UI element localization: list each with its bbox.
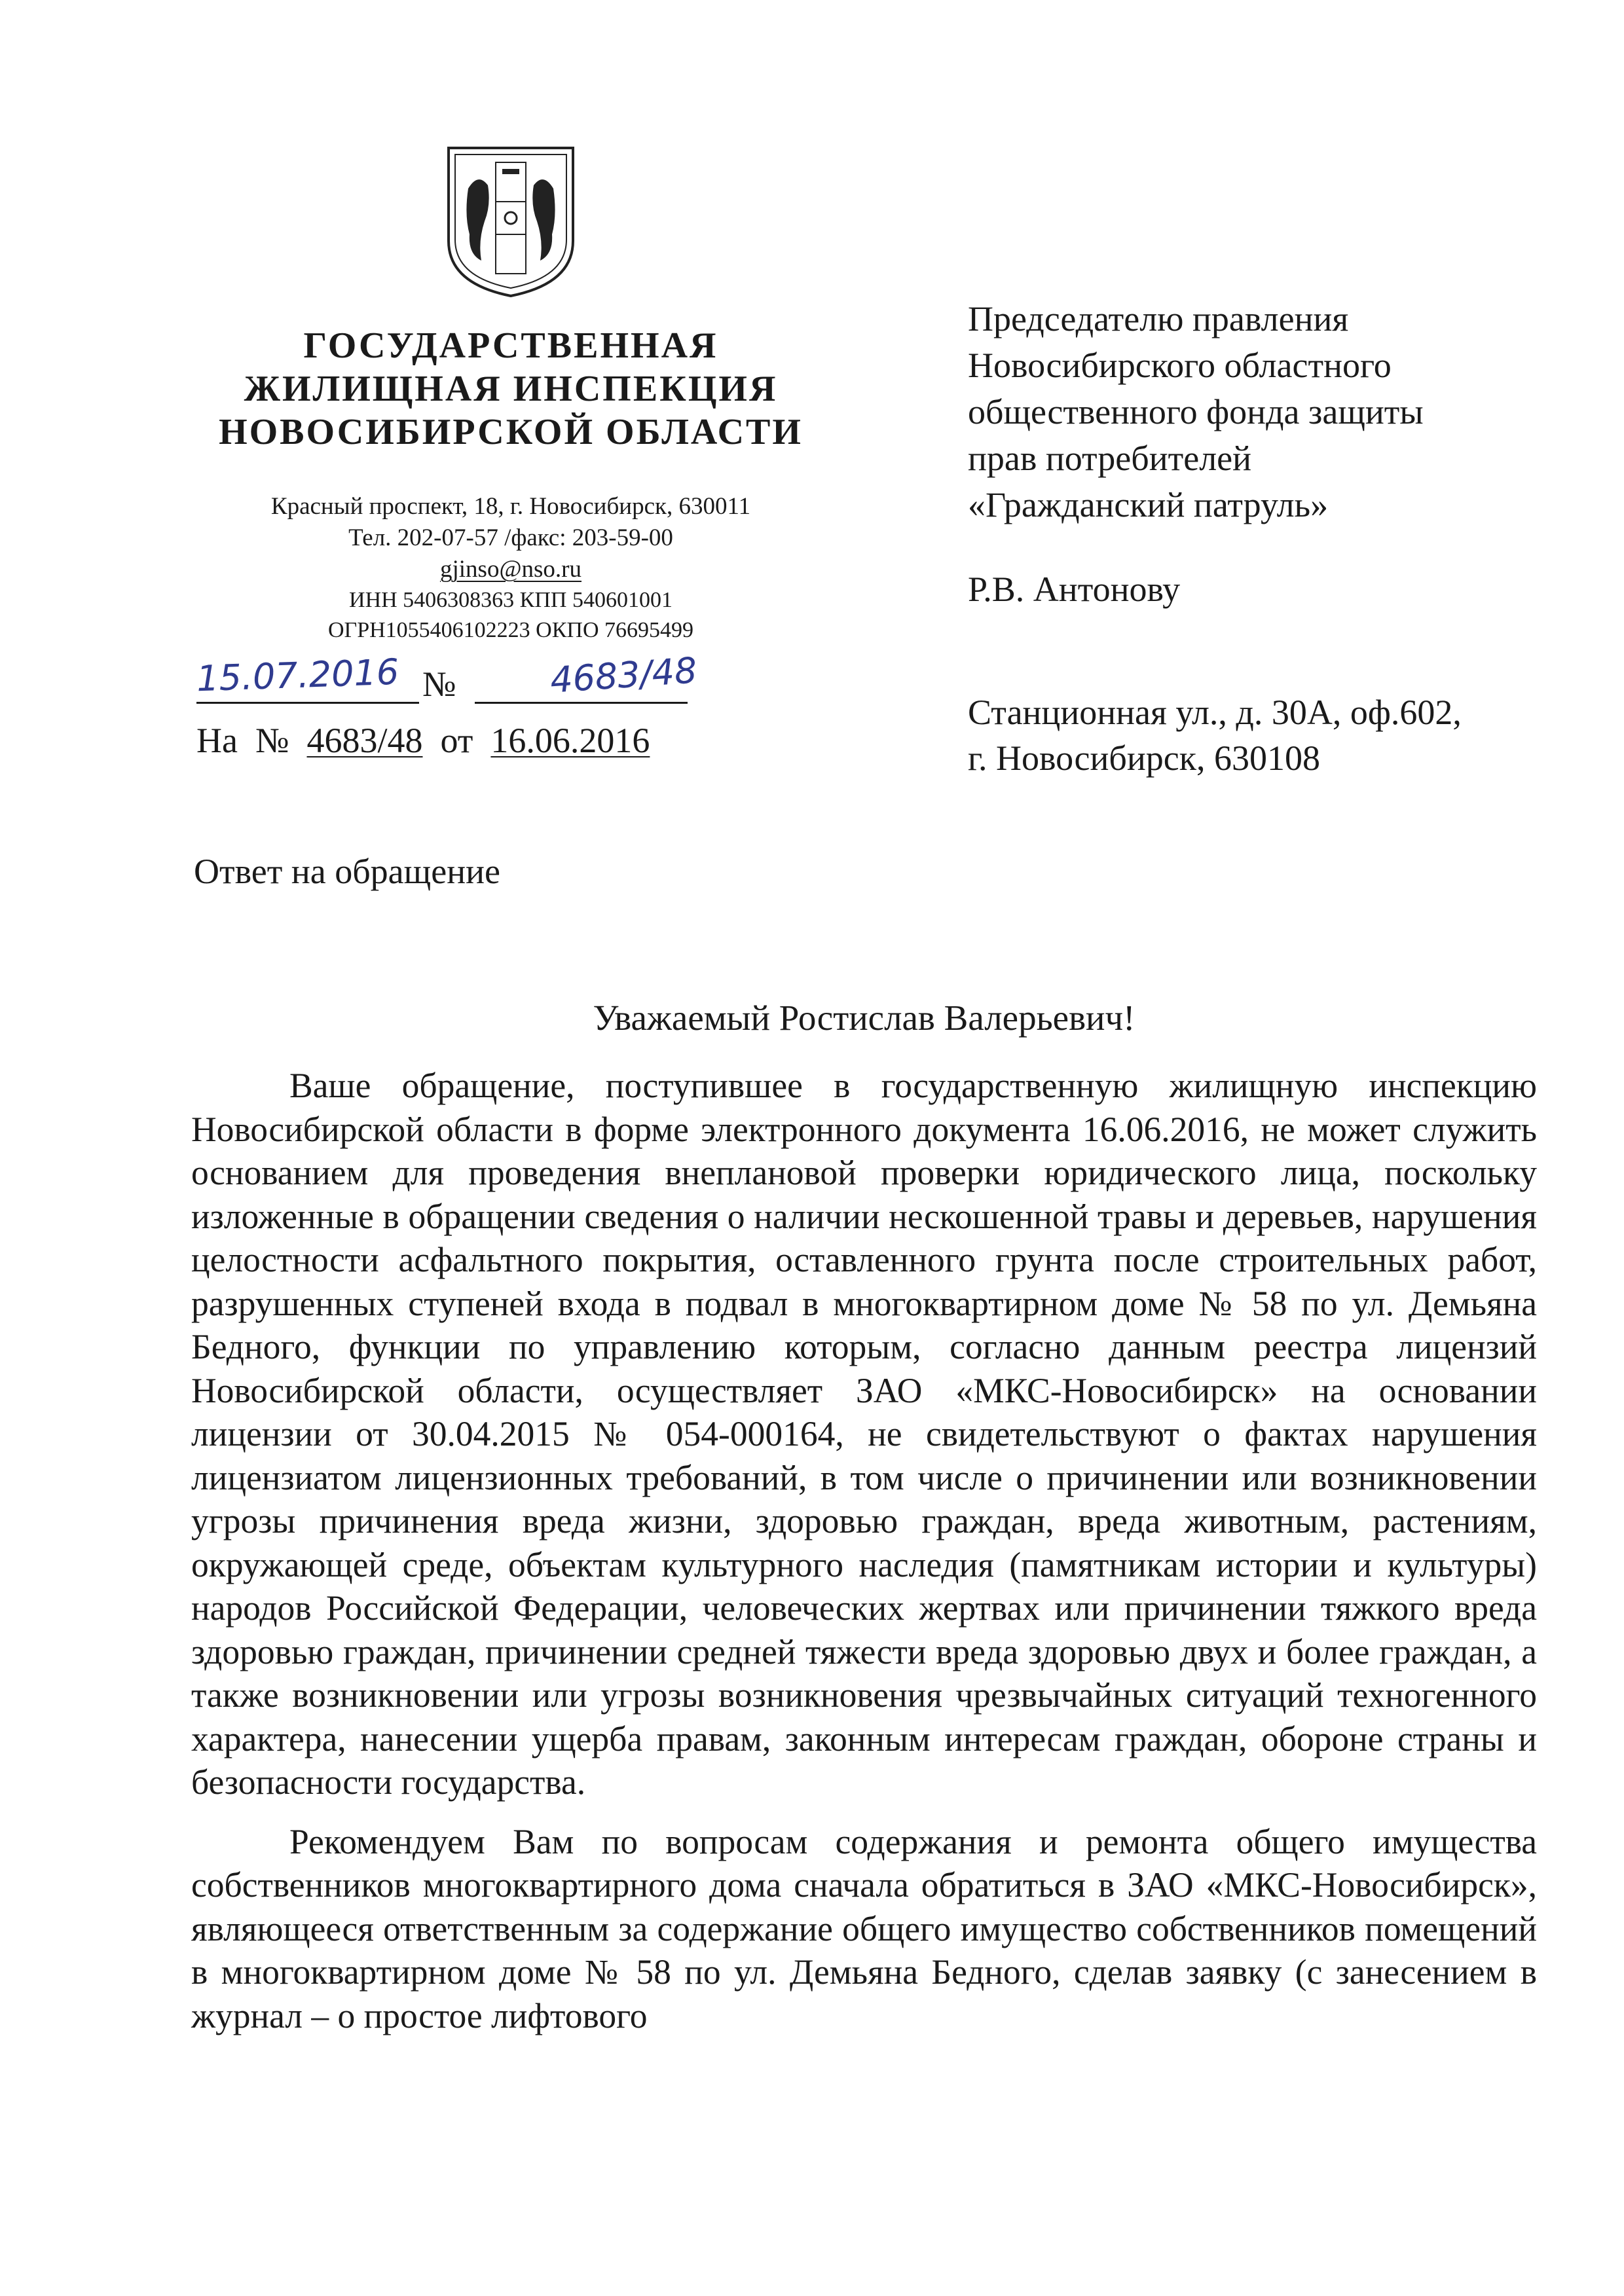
date-underline [196,702,419,704]
number-label: № [422,665,456,704]
outgoing-number: 4683/48 [549,649,699,701]
reference-from-label: от [440,721,473,760]
recipient-address-line: г. Новосибирск, 630108 [968,738,1320,778]
recipient-line: общественного фонда защиты [968,392,1424,431]
outgoing-registration [195,649,760,707]
recipient-line: «Гражданский патруль» [968,485,1329,524]
outgoing-date: 15.07.2016 [195,651,400,700]
recipient-address-line: Станционная ул., д. 30А, оф.602, [968,693,1462,732]
reference-prefix: На [196,721,238,760]
org-inn-kpp: ИНН 5406308363 КПП 540601001 [349,588,673,612]
reference-number-label: № [255,721,289,760]
org-line: ГОСУДАРСТВЕННАЯ [303,325,718,366]
organization-contacts [196,491,825,646]
coat-of-arms-icon [442,143,580,300]
reference-number: 4683/48 [306,721,423,760]
recipient-address [968,689,1462,781]
reference-date: 16.06.2016 [490,721,650,760]
body-paragraph: Ваше обращение, поступившее в государственную жилищную инспекцию Новосибирской области в форме электронного документа 16.06.2016, не может служить основанием для проведения внеплановой проверки юридического лица, поскольку изложенные в обращении сведения о наличии нескошенной травы и деревьев, нарушения целостности асфальтного покрытия, оставленного грунта после строительных работ, разрушенных ступеней входа в подвал в многоквартирном доме № 58 по ул. Демьяна Бедного, функции по управлению которым, согласно данным реестра лицензий Новосибирской области, осуществляет ЗАО «МКС-Новосибирск» на основании лицензии от 30.04.2015 № 054-000164, не свидетельствуют о фактах нарушения лицензиатом лицензионных требований, в том числе о причинении или возникновении угрозы причинения вреда жизни, здоровью граждан, вреда животным, растениям, окружающей среде, объектам культурного наследия (памятникам истории и культуры) народов Российской Федерации, человеческих жертвах или причинении тяжкого вреда здоровью граждан, причинении средней тяжести вреда здоровью двух и более граждан, а также возникновении или угрозы возникновения чрезвычайных ситуаций техногенного характера, нанесении ущерба правам, законным интересам граждан, обороне страны и безопасности государства. [191,1066,1537,1802]
organization-name [196,324,825,454]
recipient-name: Р.В. Антонову [968,570,1181,609]
reference-line [196,720,650,761]
org-line: ЖИЛИЩНАЯ ИНСПЕКЦИЯ [244,369,778,409]
recipient-line: прав потребителей [968,439,1252,478]
recipient-block [968,296,1424,613]
salutation: Уважаемый Ростислав Валерьевич! [593,998,1135,1038]
body-paragraph: Рекомендуем Вам по вопросам содержания и ремонта общего имущества собственников многоквартирного дома сначала обратиться в ЗАО «МКС-Новосибирск», являющееся ответственным за содержание общего имущество собственников помещений в многоквартирном доме № 58 по ул. Демьяна Бедного, сделав заявку (с занесением в журнал – о простое лифтового [191,1821,1537,2035]
org-email[interactable]: gjinso@nso.ru [439,556,581,583]
recipient-line: Новосибирского областного [968,346,1392,385]
org-ogrn-okpo: ОГРН1055406102223 ОКПО 76695499 [327,618,693,642]
letter-subject: Ответ на обращение [194,852,500,891]
org-phone: Тел. 202-07-57 /факс: 203-59-00 [348,524,673,551]
number-underline [475,702,688,704]
org-line: НОВОСИБИРСКОЙ ОБЛАСТИ [219,412,803,452]
org-address: Красный проспект, 18, г. Новосибирск, 630011 [270,493,751,520]
recipient-line: Председателю правления [968,299,1349,338]
letter-body [191,1064,1537,2053]
